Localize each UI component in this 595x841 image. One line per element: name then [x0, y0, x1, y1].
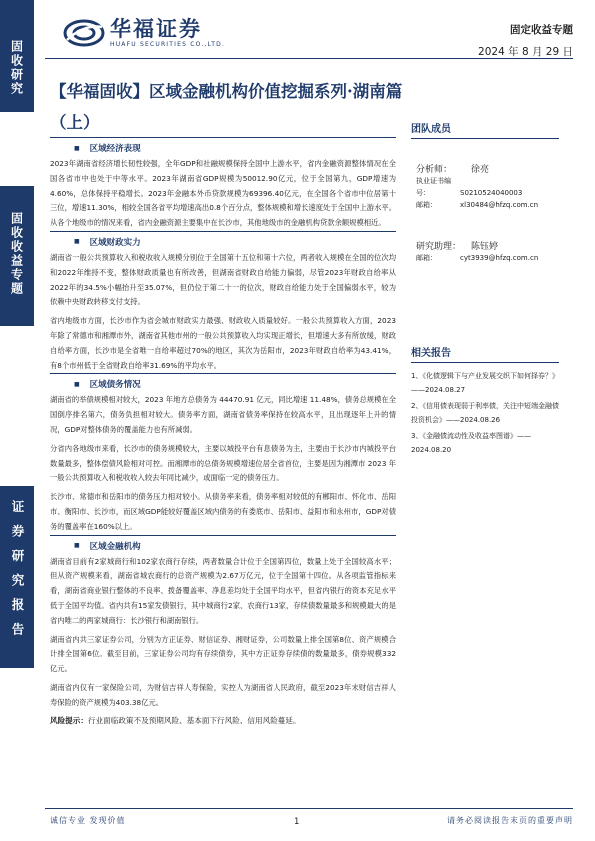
- brand-name-cn: 华福证券: [110, 17, 202, 41]
- related-list: [411, 363, 559, 457]
- section-paragraph: 省内地级市方面，长沙市作为省会城市财政实力最强、财政收入质量较好。一般公共预算收入方面，2023年除了常德市和湘潭市外，湖南省其他市州的一般公共预算收入均实现正增长，但增速大多有所放缓，财政自给率方面，长沙市是全省唯一自给率超过70%的地区，其次为岳阳市，2023年财政自给率为43.41%，有8个市州低于全省财政自给率31.69%的平均水平。: [50, 316, 396, 370]
- assistant-email: [416, 252, 559, 264]
- analyst-license: [416, 175, 559, 199]
- risk-label: 风险提示：: [50, 715, 88, 725]
- risk-warning: [50, 715, 396, 726]
- sidebar-top-label: 固收研究: [9, 40, 24, 96]
- square-bullet-icon: ■: [74, 542, 80, 550]
- page-number: 1: [294, 817, 300, 827]
- report-title: 【华福固收】区域金融机构价值挖掘系列·湖南篇（上）: [50, 82, 403, 132]
- header-meta: [478, 22, 573, 59]
- section-paragraph: 分省内各地级市来看，长沙市的债务规模较大，主要以城投平台有息债务为主，主要由于长沙市内城投平台数量最多，整体偿债风险相对可控。而湘潭市的总债务规模增速位居全省首位，主要是因为湘潭市 2023 年一般公共预算收入和税收收入较去年同比减少，或面临一定的债务压力。: [50, 443, 396, 483]
- analyst-email: [416, 199, 559, 211]
- section-divider: [50, 535, 396, 536]
- section-paragraph: 长沙市、常德市和岳阳市的债务压力相对较小。从债务率来看，债务率相对较低的有郴阳市、怀化市、岳阳市、衡阳市、长沙市，而区域GDP能较好覆盖区域内债务的有娄底市、岳阳市、益阳市和永州市，GDP对债务的覆盖率在160%以上。: [50, 492, 396, 531]
- section-heading-text: 区域经济表现: [89, 144, 141, 154]
- footer-disclaimer: 请务必阅读报告末页的重要声明: [447, 816, 573, 825]
- sidebar-top-band: [0, 0, 34, 112]
- footer-divider: [45, 808, 573, 809]
- section-paragraph: 湖南省的举债规模相对较大，2023 年地方总债务为 44470.91 亿元，同比增速 11.48%，债务总规模在全国倒序排名第六，债务负担相对较大。债务率方面，湖南省债务率保持在较高水平，且出现逐年上升的情况，GDP对整体债务的覆盖能力也有所减弱。: [50, 395, 396, 434]
- section-heading: [74, 142, 396, 154]
- sidebar-mid-label: 固收收益专题: [9, 212, 24, 296]
- header-divider: [45, 58, 573, 59]
- footer-slogan: 诚信专业 发现价值: [50, 816, 126, 825]
- section-paragraph: 湖南省内仅有一家保险公司，为财信吉祥人寿保险，实控人为湖南省人民政府，截至2023年末财信吉祥人寿保险的资产规模为403.38亿元。: [50, 682, 396, 707]
- analyst-role: 分析师：: [416, 165, 453, 175]
- section-heading-text: 区域金融机构: [89, 541, 141, 552]
- risk-text: 行业面临政策不及预期风险、基本面下行风险、信用风险蔓延。: [87, 715, 301, 725]
- related-report-link[interactable]: 1、《化债逻辑下与产业发展交织下如何择券？》——2024.08.27: [411, 372, 559, 394]
- assistant-row: [416, 239, 559, 252]
- analyst-row: [416, 162, 559, 175]
- related-reports: [411, 344, 559, 457]
- report-type: 固定收益专题: [510, 24, 573, 36]
- assistant-role: 研究助理：: [416, 242, 462, 252]
- main-content: [50, 137, 396, 726]
- assistant-name: 陈钰婷: [471, 242, 499, 252]
- right-column: [411, 120, 559, 459]
- section-divider: [50, 137, 396, 138]
- section-divider: [50, 231, 396, 232]
- analyst-email-address[interactable]: xl30484@hfzq.com.cn: [460, 201, 539, 209]
- section-paragraph: 湖南省目前有2家城商行和102家农商行存续，两者数量合计位于全国第四位，数量上处于全国较高水平；但从资产规模来看，湖南省城农商行的总资产规模为2.67万亿元，位于全国第十四位。从各项监管指标来看，湖南省商业银行整体的不良率、拨备覆盖率、净息差均处于全国平均水平，但省内银行的资本充足水平低于全国平均值。省内共有15家发债银行，其中城商行2家、农商行13家，存续债数量最多和规模最大的是省内唯二的两家城商行：长沙银行和湖南银行。: [50, 556, 396, 625]
- related-report-link[interactable]: 2、《信用债表现弱于利率债，关注中短端金融债投资机会》——2024.08.26: [411, 402, 559, 424]
- section-heading-text: 区域财政实力: [89, 237, 141, 248]
- team-heading: 团队成员: [411, 120, 559, 139]
- square-bullet-icon: ■: [74, 144, 80, 152]
- related-heading: 相关报告: [411, 344, 559, 363]
- license-label: 执业证书编号：: [416, 177, 451, 197]
- square-bullet-icon: ■: [74, 238, 80, 246]
- brand-logo: [62, 18, 225, 48]
- team-block: [411, 139, 559, 264]
- section-divider: [50, 373, 396, 374]
- section-heading: [74, 236, 396, 248]
- section-paragraph: 湖南省内共三家证券公司，分别为方正证券、财信证券、湘财证券，公司数量上排全国第8位、资产规模合计排全国第6位。截至目前，三家证券公司均有存续债券，其中方正证券存续债的数量最多，债券规模332亿元。: [50, 634, 396, 674]
- analyst-email-label: 邮箱：: [416, 201, 437, 209]
- report-date: 2024 年 8 月 29 日: [478, 46, 573, 58]
- section-heading-text: 区域债务情况: [89, 380, 141, 391]
- sidebar-bottom-band: [0, 486, 34, 668]
- section-heading: [74, 378, 396, 390]
- square-bullet-icon: ■: [74, 380, 80, 388]
- section-paragraph: 湖南省一般公共预算收入和税收收入规模分别位于全国第十五位和第十六位，两者收入规模在全国的位次均和2022年维持不变，整体财政质量也有所改善，但湖南省财政自给能力偏弱，尽管2023年财政自给率从2022年的34.5%小幅抬升至35.07%，但仍位于第二十一的位次，财政自给能力处于全国偏弱水平，较为依赖中央财政转移支付支持。: [50, 252, 396, 307]
- sidebar-bottom-label: 证券研究报告: [10, 500, 25, 647]
- sidebar-mid-band: [0, 186, 34, 326]
- related-report-link[interactable]: 3、《金融债流动性及收益率图谱》——2024.08.20: [411, 432, 531, 454]
- assistant-email-label: 邮箱：: [416, 254, 437, 262]
- section-paragraph: 2023年湖南省经济增长韧性较强，全年GDP和社融规模保持全国中上游水平，省内金融资源整体情况在全国各省市中也处于中等水平。2023年湖南省GDP规模为50012.90亿元，位于全国第九，GDP增速为4.60%，总体保持平稳增长。2023年金融本外币贷款规模为69396.40亿元，在全国各个省市中位居第十三位，增速11.30%，相较全国各省平均增速高出0.8个百分点，整体规模和增长速度处于全国中上游水平。从各个地级市的情况来看，省内金融资源主要集中在长沙市，其他地级市的金融机构贷款余额规模相近。: [50, 159, 396, 228]
- analyst-name: 徐亮: [471, 165, 490, 175]
- brand-name-en: HUAFU SECURITIES CO.,LTD.: [110, 41, 226, 48]
- section-heading: [74, 540, 396, 552]
- assistant-email-address[interactable]: cyt3939@hfzq.com.cn: [460, 254, 539, 262]
- license-number: S0210524040003: [460, 189, 523, 197]
- logo-icon: [62, 18, 106, 48]
